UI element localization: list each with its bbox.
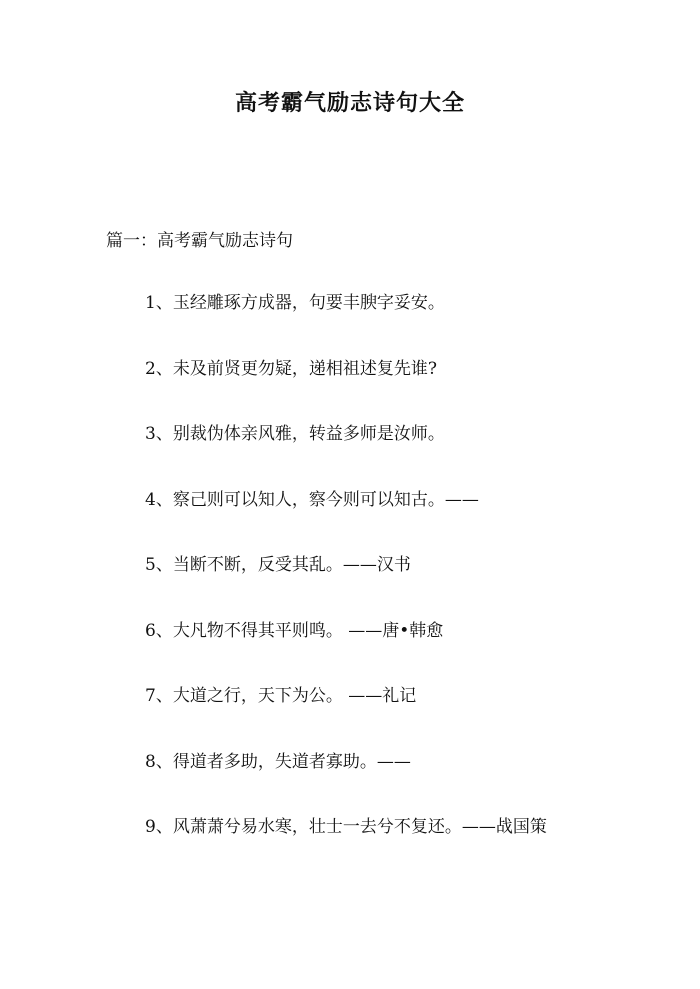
quote-item-3: 3、别裁伪体亲风雅，转益多师是汝师。 — [145, 424, 445, 444]
quote-item-5: 5、当断不断，反受其乱。——汉书 — [145, 555, 411, 575]
quote-item-1: 1、玉经雕琢方成器，句要丰腴字妥安。 — [145, 293, 445, 313]
quote-item-7: 7、大道之行，天下为公。 ——礼记 — [145, 686, 417, 706]
quote-item-8: 8、得道者多助，失道者寡助。—— — [145, 751, 411, 772]
quote-item-9: 9、风萧萧兮易水寒，壮士一去兮不复还。——战国策 — [145, 817, 547, 837]
quote-item-4: 4、察己则可以知人，察今则可以知古。—— — [145, 489, 479, 510]
document-title: 高考霸气励志诗句大全 — [234, 91, 465, 116]
quote-list — [145, 289, 547, 879]
quote-item-6: 6、大凡物不得其平则鸣。 ——唐•韩愈 — [145, 620, 444, 641]
quote-item-2: 2、未及前贤更勿疑，递相祖述复先谁? — [145, 358, 437, 379]
section-heading: 篇一：高考霸气励志诗句 — [106, 231, 293, 251]
